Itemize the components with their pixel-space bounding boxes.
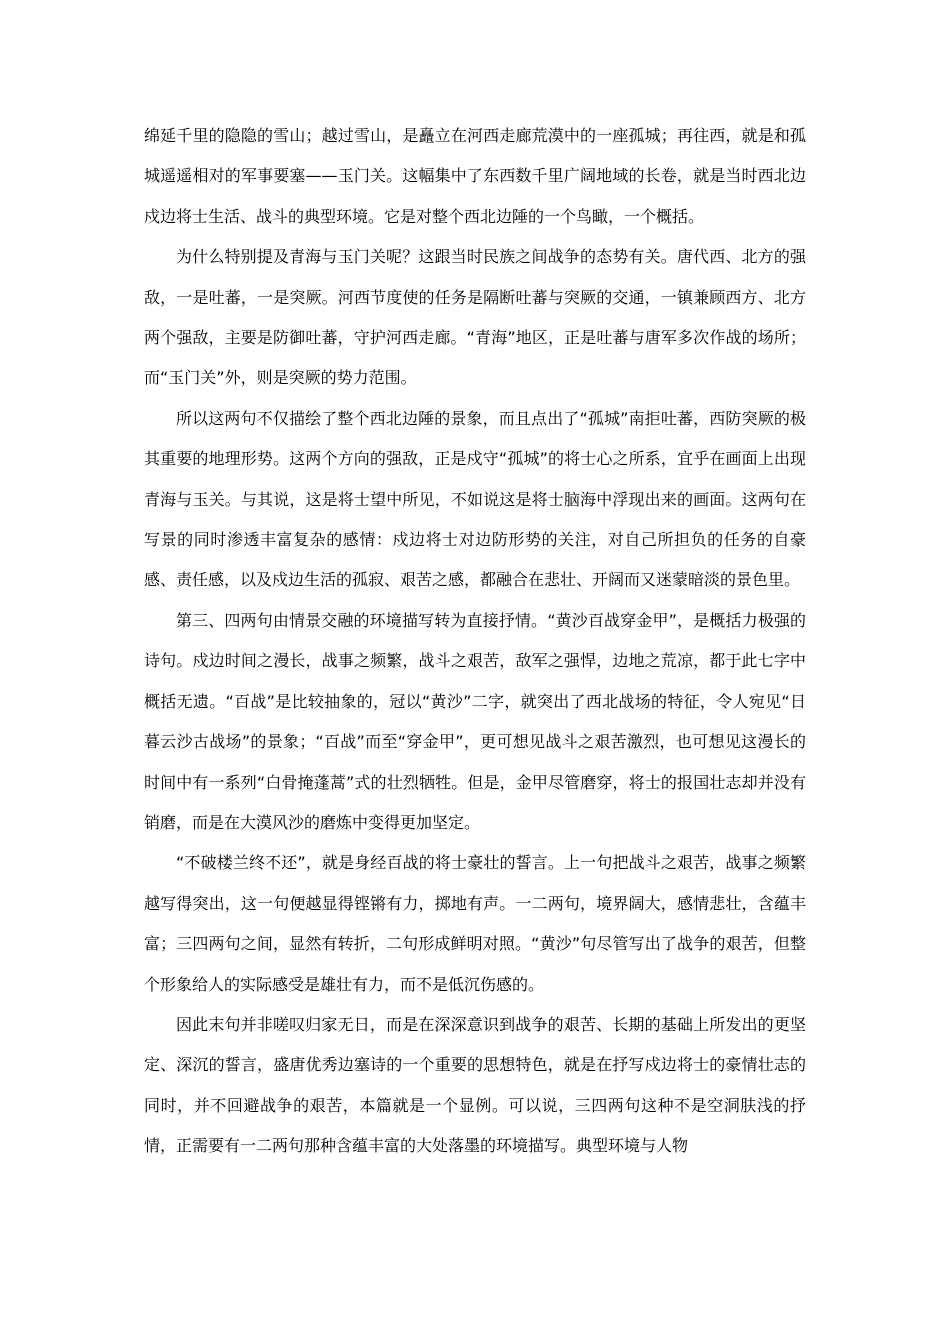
paragraph-continuation: 绵延千里的隐隐的雪山；越过雪山，是矗立在河西走廊荒漠中的一座孤城；再往西，就是和孤城遥遥相对的军事要塞——玉门关。这幅集中了东西数千里广阔地域的长卷，就是当时西北边戍边将士生活、战斗的典型环境。它是对整个西北边陲的一个鸟瞰，一个概括。	[144, 126, 806, 226]
document-page	[144, 116, 806, 1167]
paragraph-third-fourth-lines: 第三、四两句由情景交融的环境描写转为直接抒情。“黄沙百战穿金甲”，是概括力极强的诗句。戍边时间之漫长，战事之频繁，战斗之艰苦，敌军之强悍，边地之荒凉，都于此七字中概括无遗。“百战”是比较抽象的，冠以“黄沙”二字，就突出了西北战场的特征，令人宛见“日暮云沙古战场”的景象；“百战”而至“穿金甲”，更可想见战斗之艰苦激烈，也可想见这漫长的时间中有一系列“白骨掩蓬蒿”式的壮烈牺牲。但是，金甲尽管磨穿，将士的报国壮志却并没有销磨，而是在大漠风沙的磨炼中变得更加坚定。	[144, 610, 806, 832]
paragraph-geography-emotion: 所以这两句不仅描绘了整个西北边陲的景象，而且点出了“孤城”南拒吐蕃，西防突厥的极其重要的地理形势。这两个方向的强敌，正是戍守“孤城”的将士心之所系，宜乎在画面上出现青海与玉关。与其说，这是将士望中所见，不如说这是将士脑海中浮现出来的画面。这两句在写景的同时渗透丰富复杂的感情：戍边将士对边防形势的关注，对自己所担负的任务的自豪感、责任感，以及戍边生活的孤寂、艰苦之感，都融合在悲壮、开阔而又迷蒙暗淡的景色里。	[144, 408, 806, 590]
paragraph-oath: “不破楼兰终不还”，就是身经百战的将士豪壮的誓言。上一句把战斗之艰苦，战事之频繁越写得突出，这一句便越显得铿锵有力，掷地有声。一二两句，境界阔大，感情悲壮，含蕴丰富；三四两句之间，显然有转折，二句形成鲜明对照。“黄沙”句尽管写出了战争的艰苦，但整个形象给人的实际感受是雄壮有力，而不是低沉伤感的。	[144, 853, 806, 994]
paragraph-conclusion: 因此末句并非嗟叹归家无日，而是在深深意识到战争的艰苦、长期的基础上所发出的更坚定、深沉的誓言，盛唐优秀边塞诗的一个重要的思想特色，就是在抒写戍边将士的豪情壮志的同时，并不回避战争的艰苦，本篇就是一个显例。可以说，三四两句这种不是空洞肤浅的抒情，正需要有一二两句那种含蕴丰富的大处落墨的环境描写。典型环境与人物	[144, 1014, 806, 1156]
paragraph-strategic-context: 为什么特别提及青海与玉门关呢？这跟当时民族之间战争的态势有关。唐代西、北方的强敌，一是吐蕃，一是突厥。河西节度使的任务是隔断吐蕃与突厥的交通，一镇兼顾西方、北方两个强敌，主要是防御吐蕃，守护河西走廊。“青海”地区，正是吐蕃与唐军多次作战的场所；而“玉门关”外，则是突厥的势力范围。	[144, 247, 806, 388]
